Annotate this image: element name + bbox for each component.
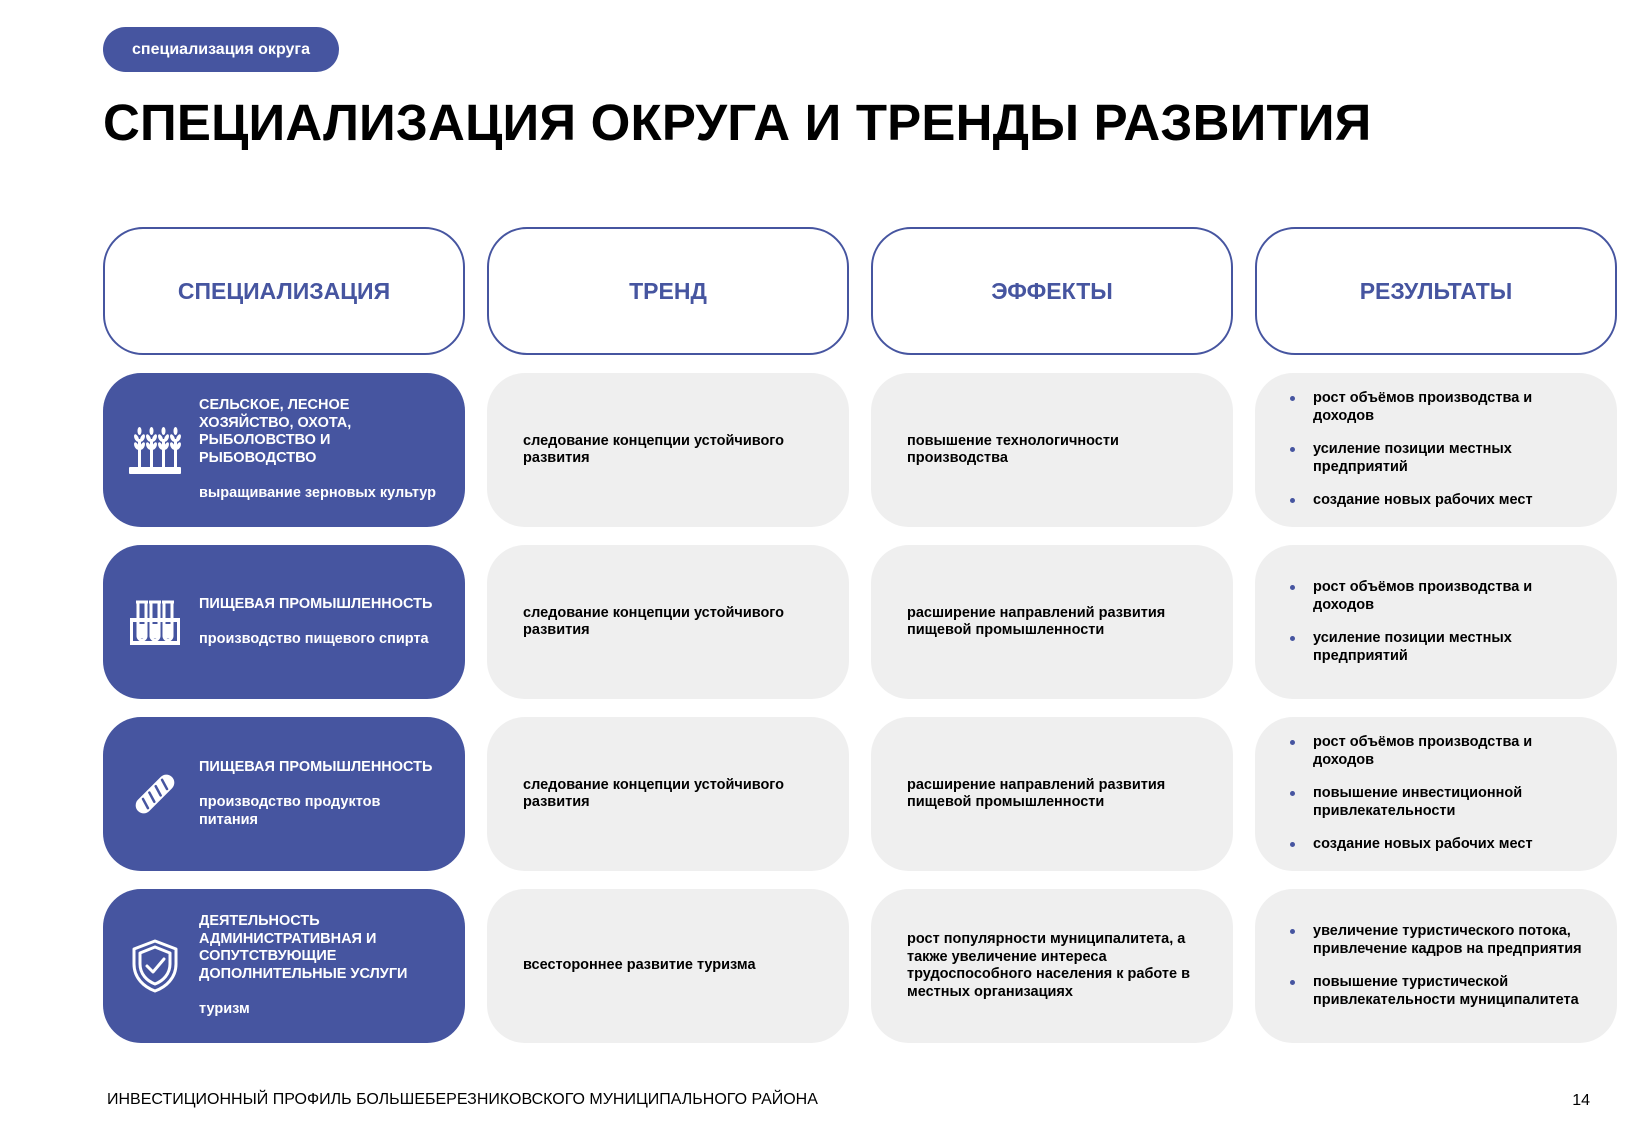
effect-cell: [871, 889, 1233, 1043]
results-cell: [1255, 373, 1617, 527]
trend-text: всестороннее развитие туризма: [523, 957, 756, 974]
spec-sub: производство пищевого спирта: [199, 631, 429, 647]
header-effects: ЭФФЕКТЫ: [871, 227, 1233, 355]
result-item: рост объёмов производства и доходов: [1283, 579, 1597, 614]
trend-text: следование концепции устойчивого развития: [523, 776, 785, 810]
result-item: усиление позиции местных предприятий: [1283, 441, 1597, 476]
test-tubes-icon: [125, 592, 185, 652]
trend-cell: [487, 373, 849, 527]
effect-text: расширение направлений развития пищевой промышленности: [907, 604, 1166, 638]
result-item: рост объёмов производства и доходов: [1283, 390, 1597, 425]
effect-text: расширение направлений развития пищевой промышленности: [907, 776, 1166, 810]
result-item: создание новых рабочих мест: [1283, 492, 1597, 510]
results-cell: [1255, 717, 1617, 871]
effect-cell: [871, 373, 1233, 527]
result-item: усиление позиции местных предприятий: [1283, 630, 1597, 665]
spec-cell: [103, 889, 465, 1043]
spec-cell: [103, 717, 465, 871]
bread-icon: [125, 764, 185, 824]
spec-name: СЕЛЬСКОЕ, ЛЕСНОЕ ХОЗЯЙСТВО, ОХОТА, РЫБОЛОВСТВО И РЫБОВОДСТВО: [199, 397, 352, 466]
specialization-table: [103, 227, 1617, 1061]
wheat-icon: [125, 420, 185, 480]
spec-sub: туризм: [199, 1001, 250, 1018]
spec-name: ПИЩЕВАЯ ПРОМЫШЛЕННОСТЬ: [199, 595, 433, 612]
spec-cell: [103, 545, 465, 699]
spec-sub: выращивание зерновых культур: [199, 485, 437, 502]
trend-text: следование концепции устойчивого развития: [523, 604, 785, 638]
section-tag: специализация округа: [103, 27, 339, 72]
page-number: 14: [1572, 1092, 1590, 1109]
spec-name: ДЕЯТЕЛЬНОСТЬ АДМИНИСТРАТИВНАЯ И СОПУТСТВУЮЩИЕ ДОПОЛНИТЕЛЬНЫЕ УСЛУГИ: [199, 913, 408, 982]
spec-name: ПИЩЕВАЯ ПРОМЫШЛЕННОСТЬ: [199, 758, 433, 775]
shield-check-icon: [125, 936, 185, 996]
result-item: рост объёмов производства и доходов: [1283, 734, 1597, 769]
footer-text: ИНВЕСТИЦИОННЫЙ ПРОФИЛЬ БОЛЬШЕБЕРЕЗНИКОВСКОГО МУНИЦИПАЛЬНОГО РАЙОНА: [107, 1091, 818, 1108]
spec-sub: производство продуктов питания: [199, 794, 381, 828]
result-item: повышение туристической привлекательности муниципалитета: [1283, 974, 1597, 1009]
trend-cell: [487, 545, 849, 699]
result-item: создание новых рабочих мест: [1283, 836, 1597, 854]
header-trend: ТРЕНД: [487, 227, 849, 355]
result-item: повышение инвестиционной привлекательности: [1283, 785, 1597, 820]
page-title: СПЕЦИАЛИЗАЦИЯ ОКРУГА И ТРЕНДЫ РАЗВИТИЯ: [103, 94, 1372, 151]
effect-text: повышение технологичности производства: [907, 432, 1119, 466]
trend-text: следование концепции устойчивого развития: [523, 432, 785, 466]
result-item: увеличение туристического потока, привлечение кадров на предприятия: [1283, 923, 1597, 958]
effect-cell: [871, 545, 1233, 699]
effect-cell: [871, 717, 1233, 871]
results-cell: [1255, 889, 1617, 1043]
header-specialization: СПЕЦИАЛИЗАЦИЯ: [103, 227, 465, 355]
spec-cell: [103, 373, 465, 527]
effect-text: рост популярности муниципалитета, а также увеличение интереса трудоспособного населения к работе в местных организациях: [907, 931, 1191, 1000]
results-cell: [1255, 545, 1617, 699]
trend-cell: [487, 717, 849, 871]
header-results: РЕЗУЛЬТАТЫ: [1255, 227, 1617, 355]
trend-cell: [487, 889, 849, 1043]
